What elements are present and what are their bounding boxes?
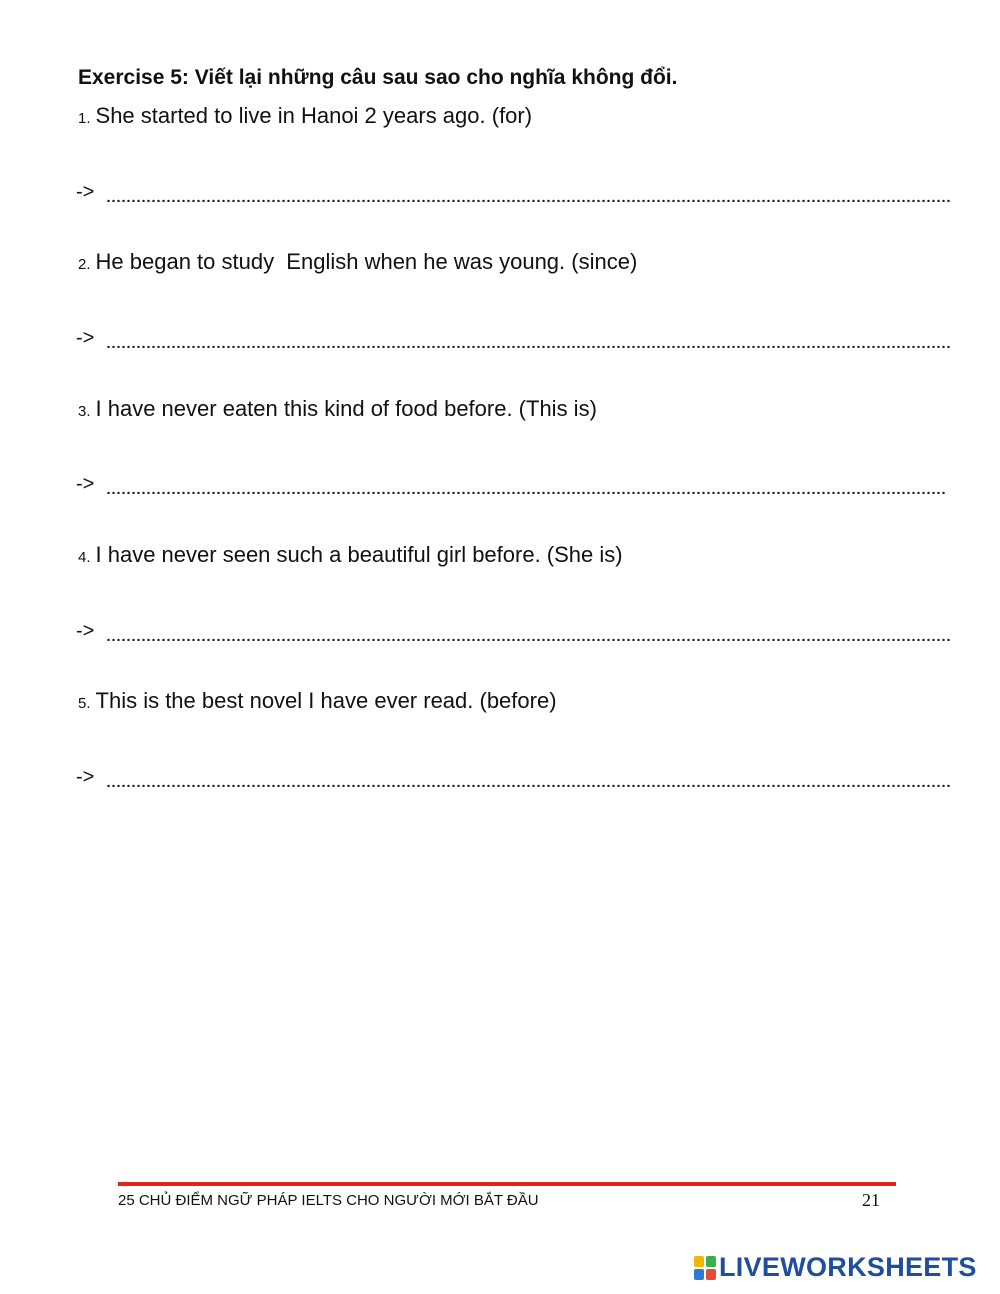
- question-5: [78, 688, 557, 714]
- question-text: This is the best novel I have ever read. (before): [95, 688, 557, 713]
- answer-line-1: [76, 176, 952, 202]
- question-number: 2.: [78, 256, 91, 273]
- arrow-icon: ->: [76, 620, 95, 642]
- question-4: [78, 542, 623, 568]
- answer-input-5[interactable]: [106, 767, 952, 787]
- question-number: 4.: [78, 549, 91, 566]
- question-2: [78, 249, 637, 275]
- arrow-icon: ->: [76, 327, 95, 349]
- question-text: He began to study English when he was young. (since): [95, 249, 638, 274]
- answer-input-2[interactable]: [106, 328, 952, 348]
- answer-line-3: [76, 468, 946, 494]
- question-number: 5.: [78, 695, 91, 712]
- question-3: [78, 396, 597, 422]
- answer-line-5: [76, 761, 952, 787]
- question-text: I have never eaten this kind of food before. (This is): [95, 396, 597, 421]
- question-number: 3.: [78, 403, 91, 420]
- footer-divider: [118, 1182, 896, 1186]
- liveworksheets-brand: [694, 1252, 977, 1283]
- answer-input-3[interactable]: [106, 474, 946, 494]
- page-number: 21: [862, 1190, 880, 1210]
- answer-input-1[interactable]: [106, 182, 952, 202]
- arrow-icon: ->: [76, 473, 95, 495]
- answer-line-4: [76, 615, 952, 641]
- footer-book-title: 25 CHỦ ĐIỂM NGỮ PHÁP IELTS CHO NGƯỜI MỚI BẮT ĐẦU: [118, 1192, 539, 1209]
- answer-line-2: [76, 322, 952, 348]
- brand-name: LIVEWORKSHEETS: [719, 1252, 977, 1282]
- question-1: [78, 103, 532, 129]
- liveworksheets-logo-icon: [694, 1256, 716, 1280]
- question-text: I have never seen such a beautiful girl before. (She is): [95, 542, 623, 567]
- answer-input-4[interactable]: [106, 621, 952, 641]
- arrow-icon: ->: [76, 766, 95, 788]
- question-text: She started to live in Hanoi 2 years ago. (for): [95, 103, 533, 128]
- question-number: 1.: [78, 110, 91, 127]
- arrow-icon: ->: [76, 181, 95, 203]
- exercise-title: Exercise 5: Viết lại những câu sau sao cho nghĩa không đổi.: [78, 66, 678, 89]
